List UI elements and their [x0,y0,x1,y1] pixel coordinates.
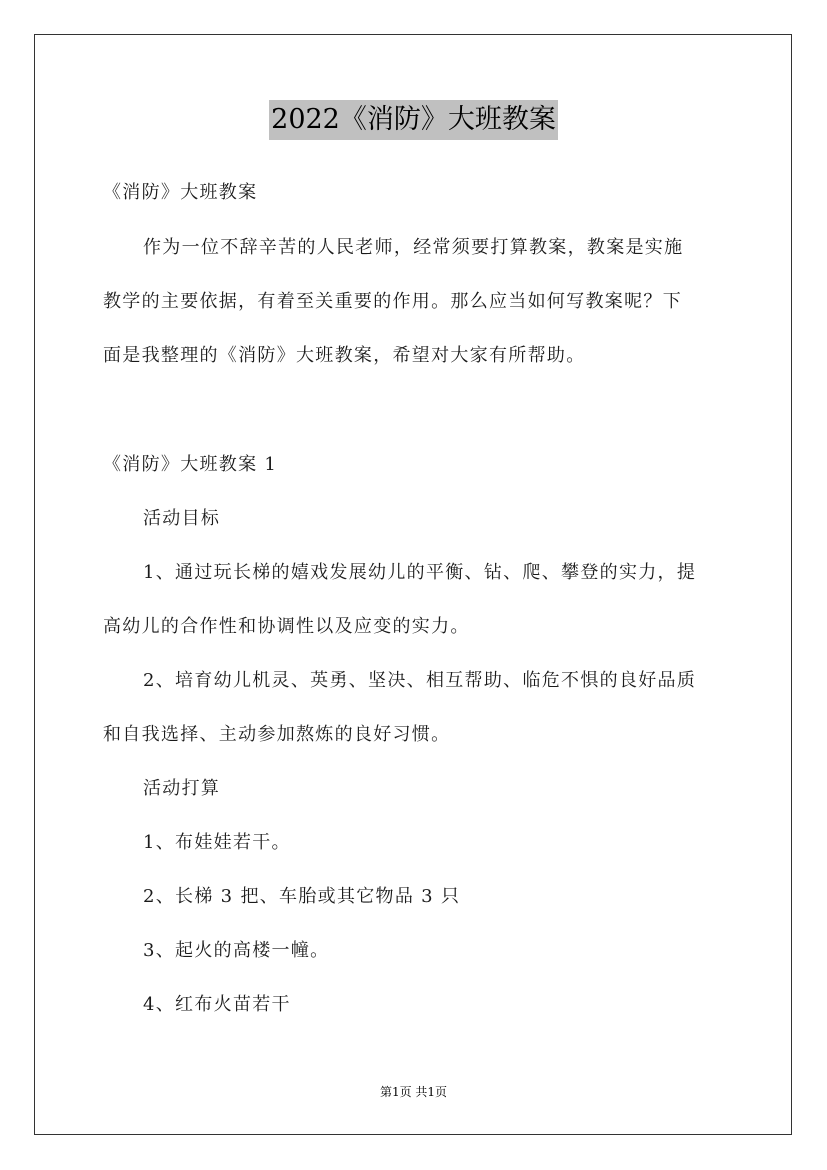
intro-line-3: 面是我整理的《消防》大班教案，希望对大家有所帮助。 [103,345,586,366]
section-title: 《消防》大班教案 1 [103,454,278,475]
goal-1-line-1: 1、通过玩长梯的嬉戏发展幼儿的平衡、钻、爬、攀登的实力，提 [143,562,697,583]
prep-heading: 活动打算 [143,778,221,799]
prep-item-3: 3、起火的高楼一幢。 [143,940,330,961]
subtitle: 《消防》大班教案 [103,182,258,203]
intro-line-1: 作为一位不辞辛苦的人民老师，经常须要打算教案，教案是实施 [143,237,684,258]
goals-heading: 活动目标 [143,508,221,529]
page-footer: 第1页 共1页 [379,1085,448,1099]
prep-item-2: 2、长梯 3 把、车胎或其它物品 3 只 [143,886,461,907]
goal-1-line-2: 高幼儿的合作性和协调性以及应变的实力。 [103,616,470,637]
title-wrap [0,100,827,140]
intro-line-2: 教学的主要依据，有着至关重要的作用。那么应当如何写教案呢？下 [103,291,682,312]
prep-item-1: 1、布娃娃若干。 [143,832,291,853]
goal-2-line-2: 和自我选择、主动参加熬炼的良好习惯。 [103,724,451,745]
document-title: 2022《消防》大班教案 [269,100,558,140]
goal-2-line-1: 2、培育幼儿机灵、英勇、坚决、相互帮助、临危不惧的良好品质 [143,670,697,691]
prep-item-4: 4、红布火苗若干 [143,994,291,1015]
